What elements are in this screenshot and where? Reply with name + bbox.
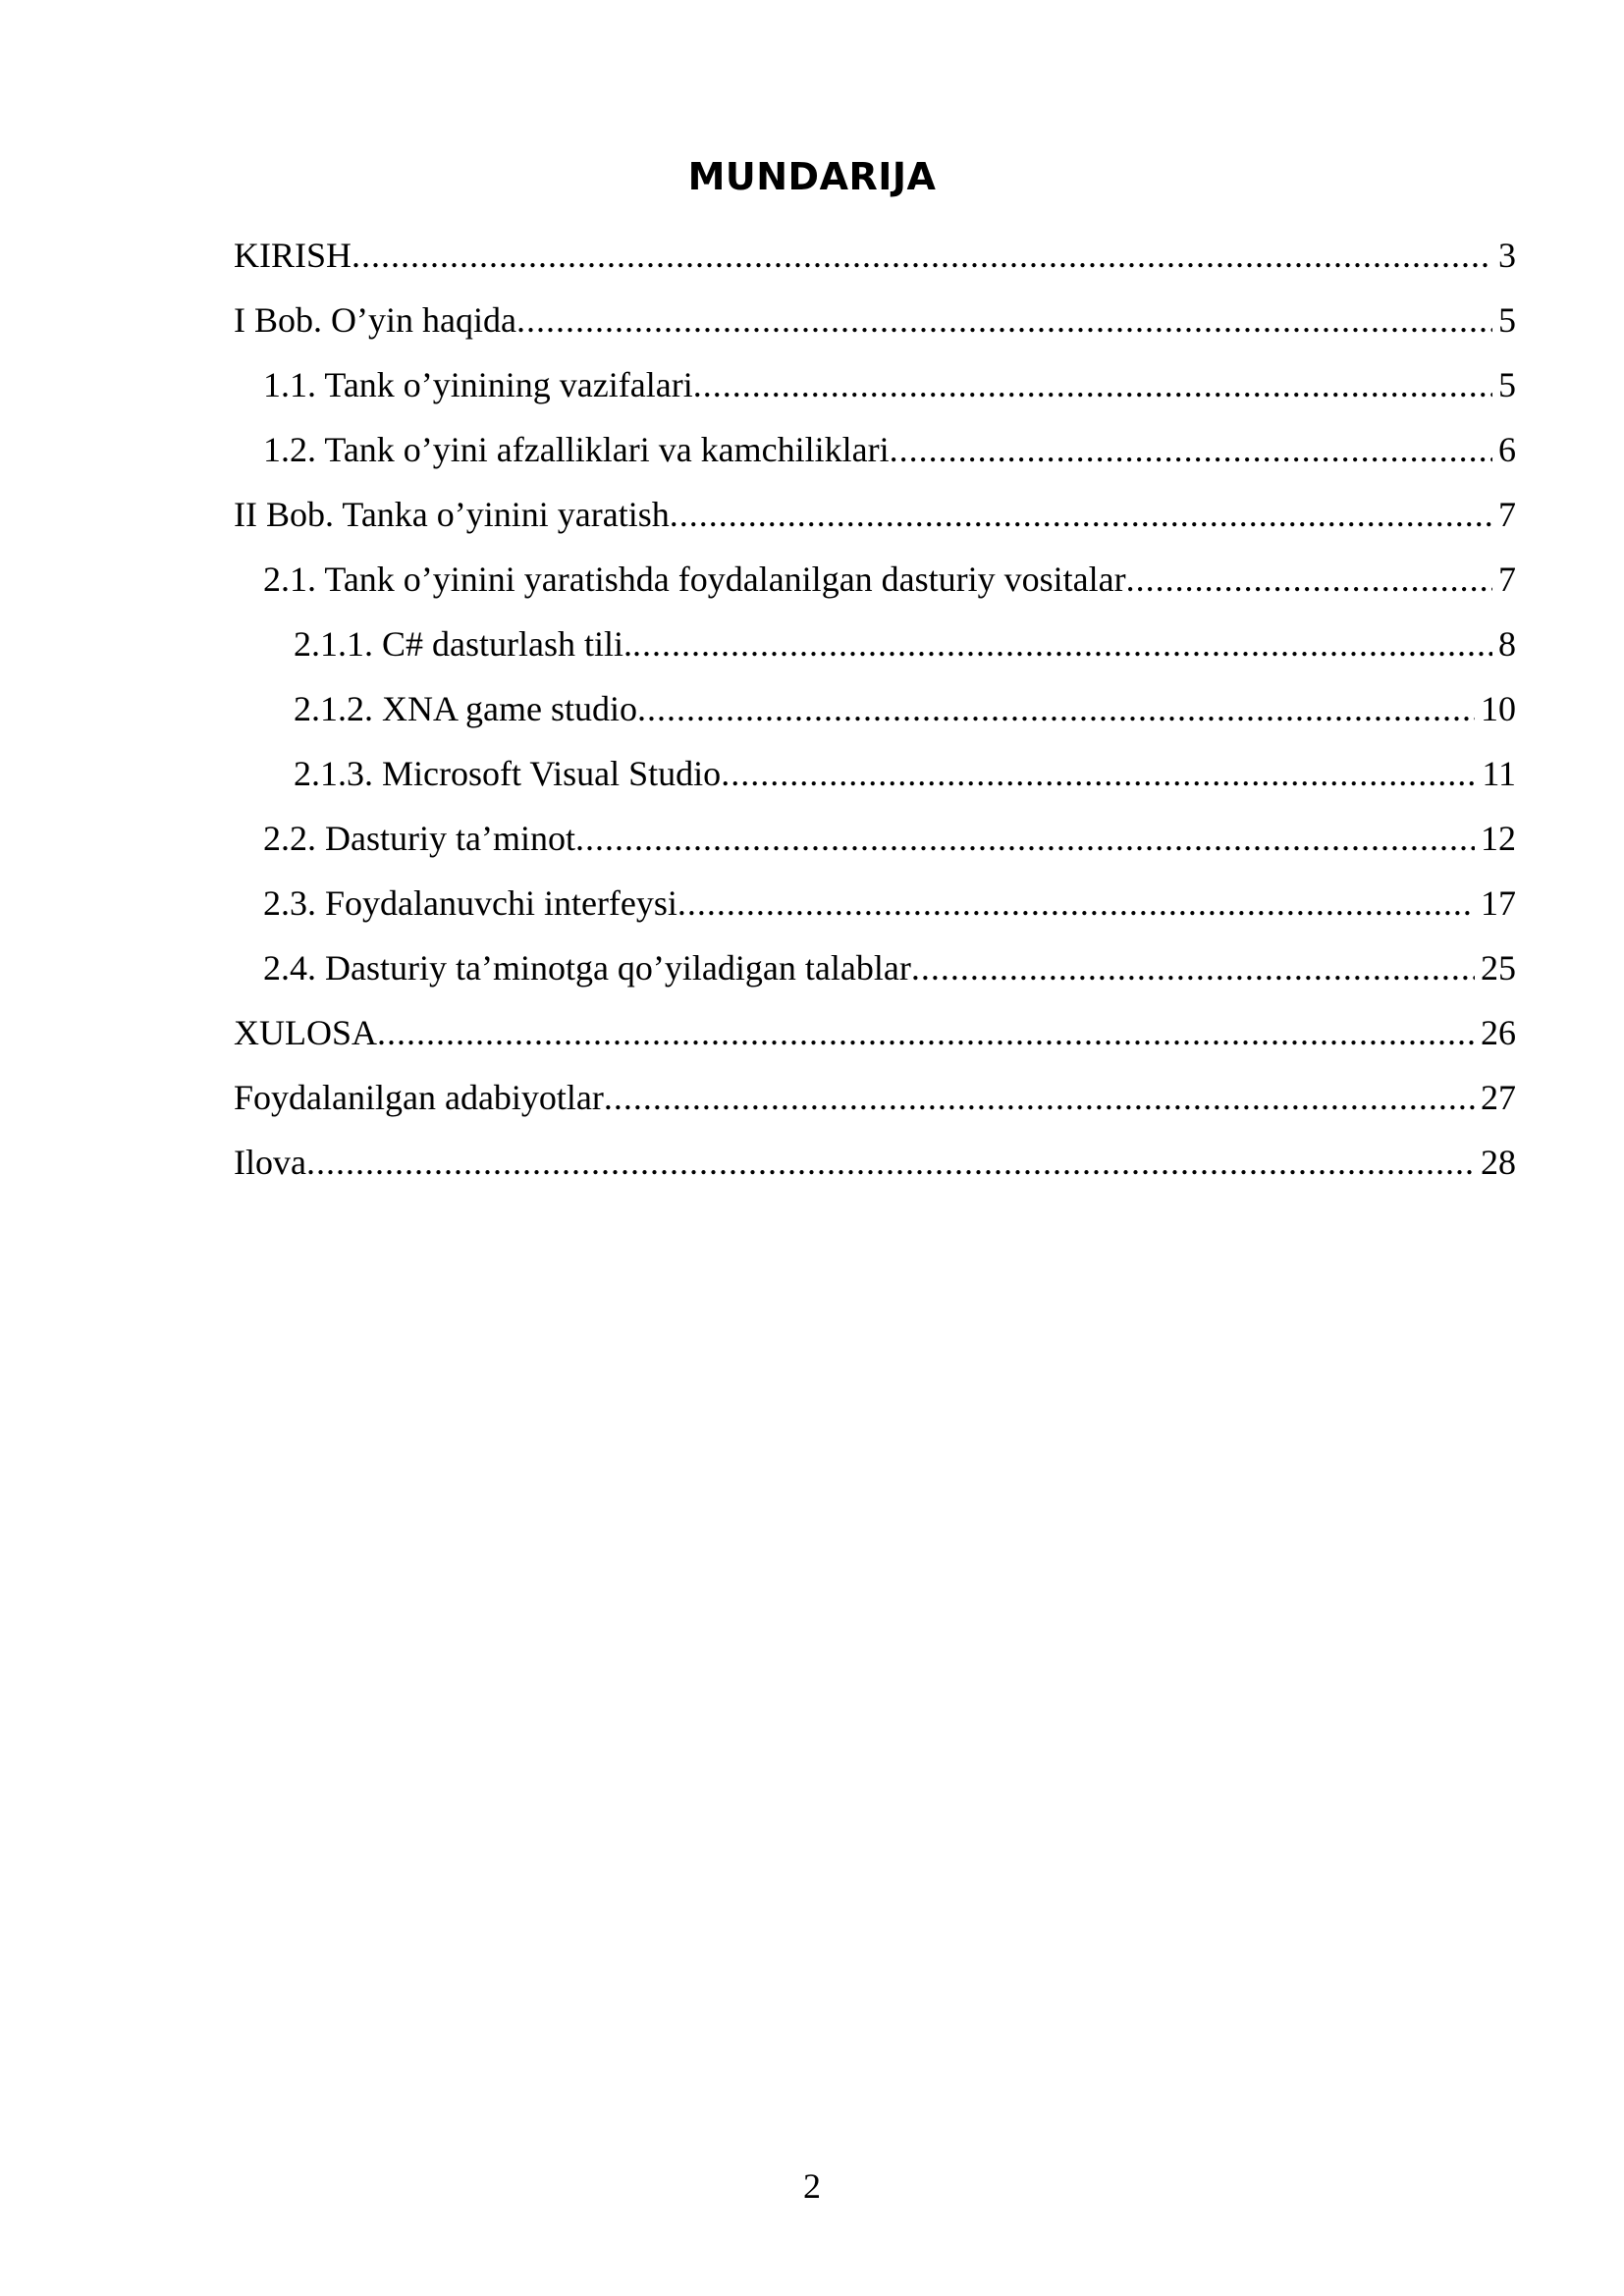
toc-entry[interactable]	[234, 482, 1516, 547]
toc-entry-page: 28	[1481, 1143, 1516, 1182]
toc-entry-page: 17	[1481, 883, 1516, 923]
toc-entry[interactable]	[234, 223, 1516, 288]
toc-leader-dots	[516, 288, 1492, 352]
toc-entry[interactable]	[234, 806, 1516, 871]
page-title: MUNDARIJA	[687, 155, 937, 198]
toc-leader-dots	[352, 223, 1492, 288]
toc-leader-dots	[677, 871, 1475, 935]
toc-entry-label: 2.2. Dasturiy ta’minot	[263, 819, 575, 858]
toc-entry[interactable]	[234, 417, 1516, 482]
toc-entry-page: 6	[1498, 430, 1516, 469]
toc-entry-page: 12	[1481, 819, 1516, 858]
toc-leader-dots	[693, 352, 1492, 417]
toc-entry-page: 10	[1481, 689, 1516, 728]
toc-entry-page: 25	[1481, 948, 1516, 988]
toc-entry-label: 2.1. Tank o’yinini yaratishda foydalanilgan dasturiy vositalar	[263, 560, 1126, 599]
toc-entry-page: 7	[1498, 495, 1516, 534]
toc-entry-label: Ilova	[234, 1143, 306, 1182]
toc-entry-label: II Bob. Tanka o’yinini yaratish	[234, 495, 670, 534]
toc-leader-dots	[604, 1065, 1475, 1130]
toc-entry[interactable]	[234, 1130, 1516, 1195]
toc-entry-label: 1.1. Tank o’yinining vazifalari	[263, 365, 693, 404]
toc-leader-dots	[637, 676, 1475, 741]
toc-entry[interactable]	[234, 741, 1516, 806]
toc-entry-page: 27	[1481, 1078, 1516, 1117]
toc-leader-dots	[632, 612, 1492, 676]
toc-entry-label: I Bob. O’yin haqida	[234, 300, 516, 340]
toc-leader-dots	[890, 417, 1492, 482]
toc-entry-page: 5	[1498, 365, 1516, 404]
toc-entry-label: 1.2. Tank o’yini afzalliklari va kamchiliklari	[263, 430, 890, 469]
toc-leader-dots	[306, 1130, 1475, 1195]
toc-leader-dots	[911, 935, 1475, 1000]
toc-entry-page: 26	[1481, 1013, 1516, 1052]
toc-entry-page: 3	[1498, 236, 1516, 275]
toc-entry[interactable]	[234, 352, 1516, 417]
toc-leader-dots	[670, 482, 1492, 547]
toc-entry-label: XULOSA	[234, 1013, 378, 1052]
toc-entry-page: 5	[1498, 300, 1516, 340]
toc-entry[interactable]	[234, 612, 1516, 676]
page-number: 2	[803, 2166, 821, 2206]
toc-entry[interactable]	[234, 547, 1516, 612]
toc-entry-label: 2.1.2. XNA game studio	[294, 689, 637, 728]
toc-entry-label: 2.3. Foydalanuvchi interfeysi	[263, 883, 677, 923]
toc-entry-label: 2.1.3. Microsoft Visual Studio	[294, 754, 722, 793]
toc-entry-page: 8	[1498, 624, 1516, 664]
toc-leader-dots	[575, 806, 1475, 871]
toc-entry-page: 11	[1482, 754, 1516, 793]
toc-entry[interactable]	[234, 935, 1516, 1000]
toc-entry[interactable]	[234, 288, 1516, 352]
toc-entry[interactable]	[234, 1065, 1516, 1130]
toc-entry[interactable]	[234, 676, 1516, 741]
toc-entry[interactable]	[234, 871, 1516, 935]
toc-leader-dots	[1126, 547, 1492, 612]
toc-entry-label: Foydalanilgan adabiyotlar	[234, 1078, 604, 1117]
toc-entry[interactable]	[234, 1000, 1516, 1065]
toc-leader-dots	[377, 1000, 1475, 1065]
toc-entry-label: 2.1.1. C# dasturlash tili.	[294, 624, 632, 664]
toc-leader-dots	[721, 741, 1476, 806]
table-of-contents	[234, 223, 1516, 1195]
toc-entry-page: 7	[1498, 560, 1516, 599]
toc-entry-label: KIRISH	[234, 236, 352, 275]
toc-entry-label: 2.4. Dasturiy ta’minotga qo’yiladigan talablar	[263, 948, 911, 988]
